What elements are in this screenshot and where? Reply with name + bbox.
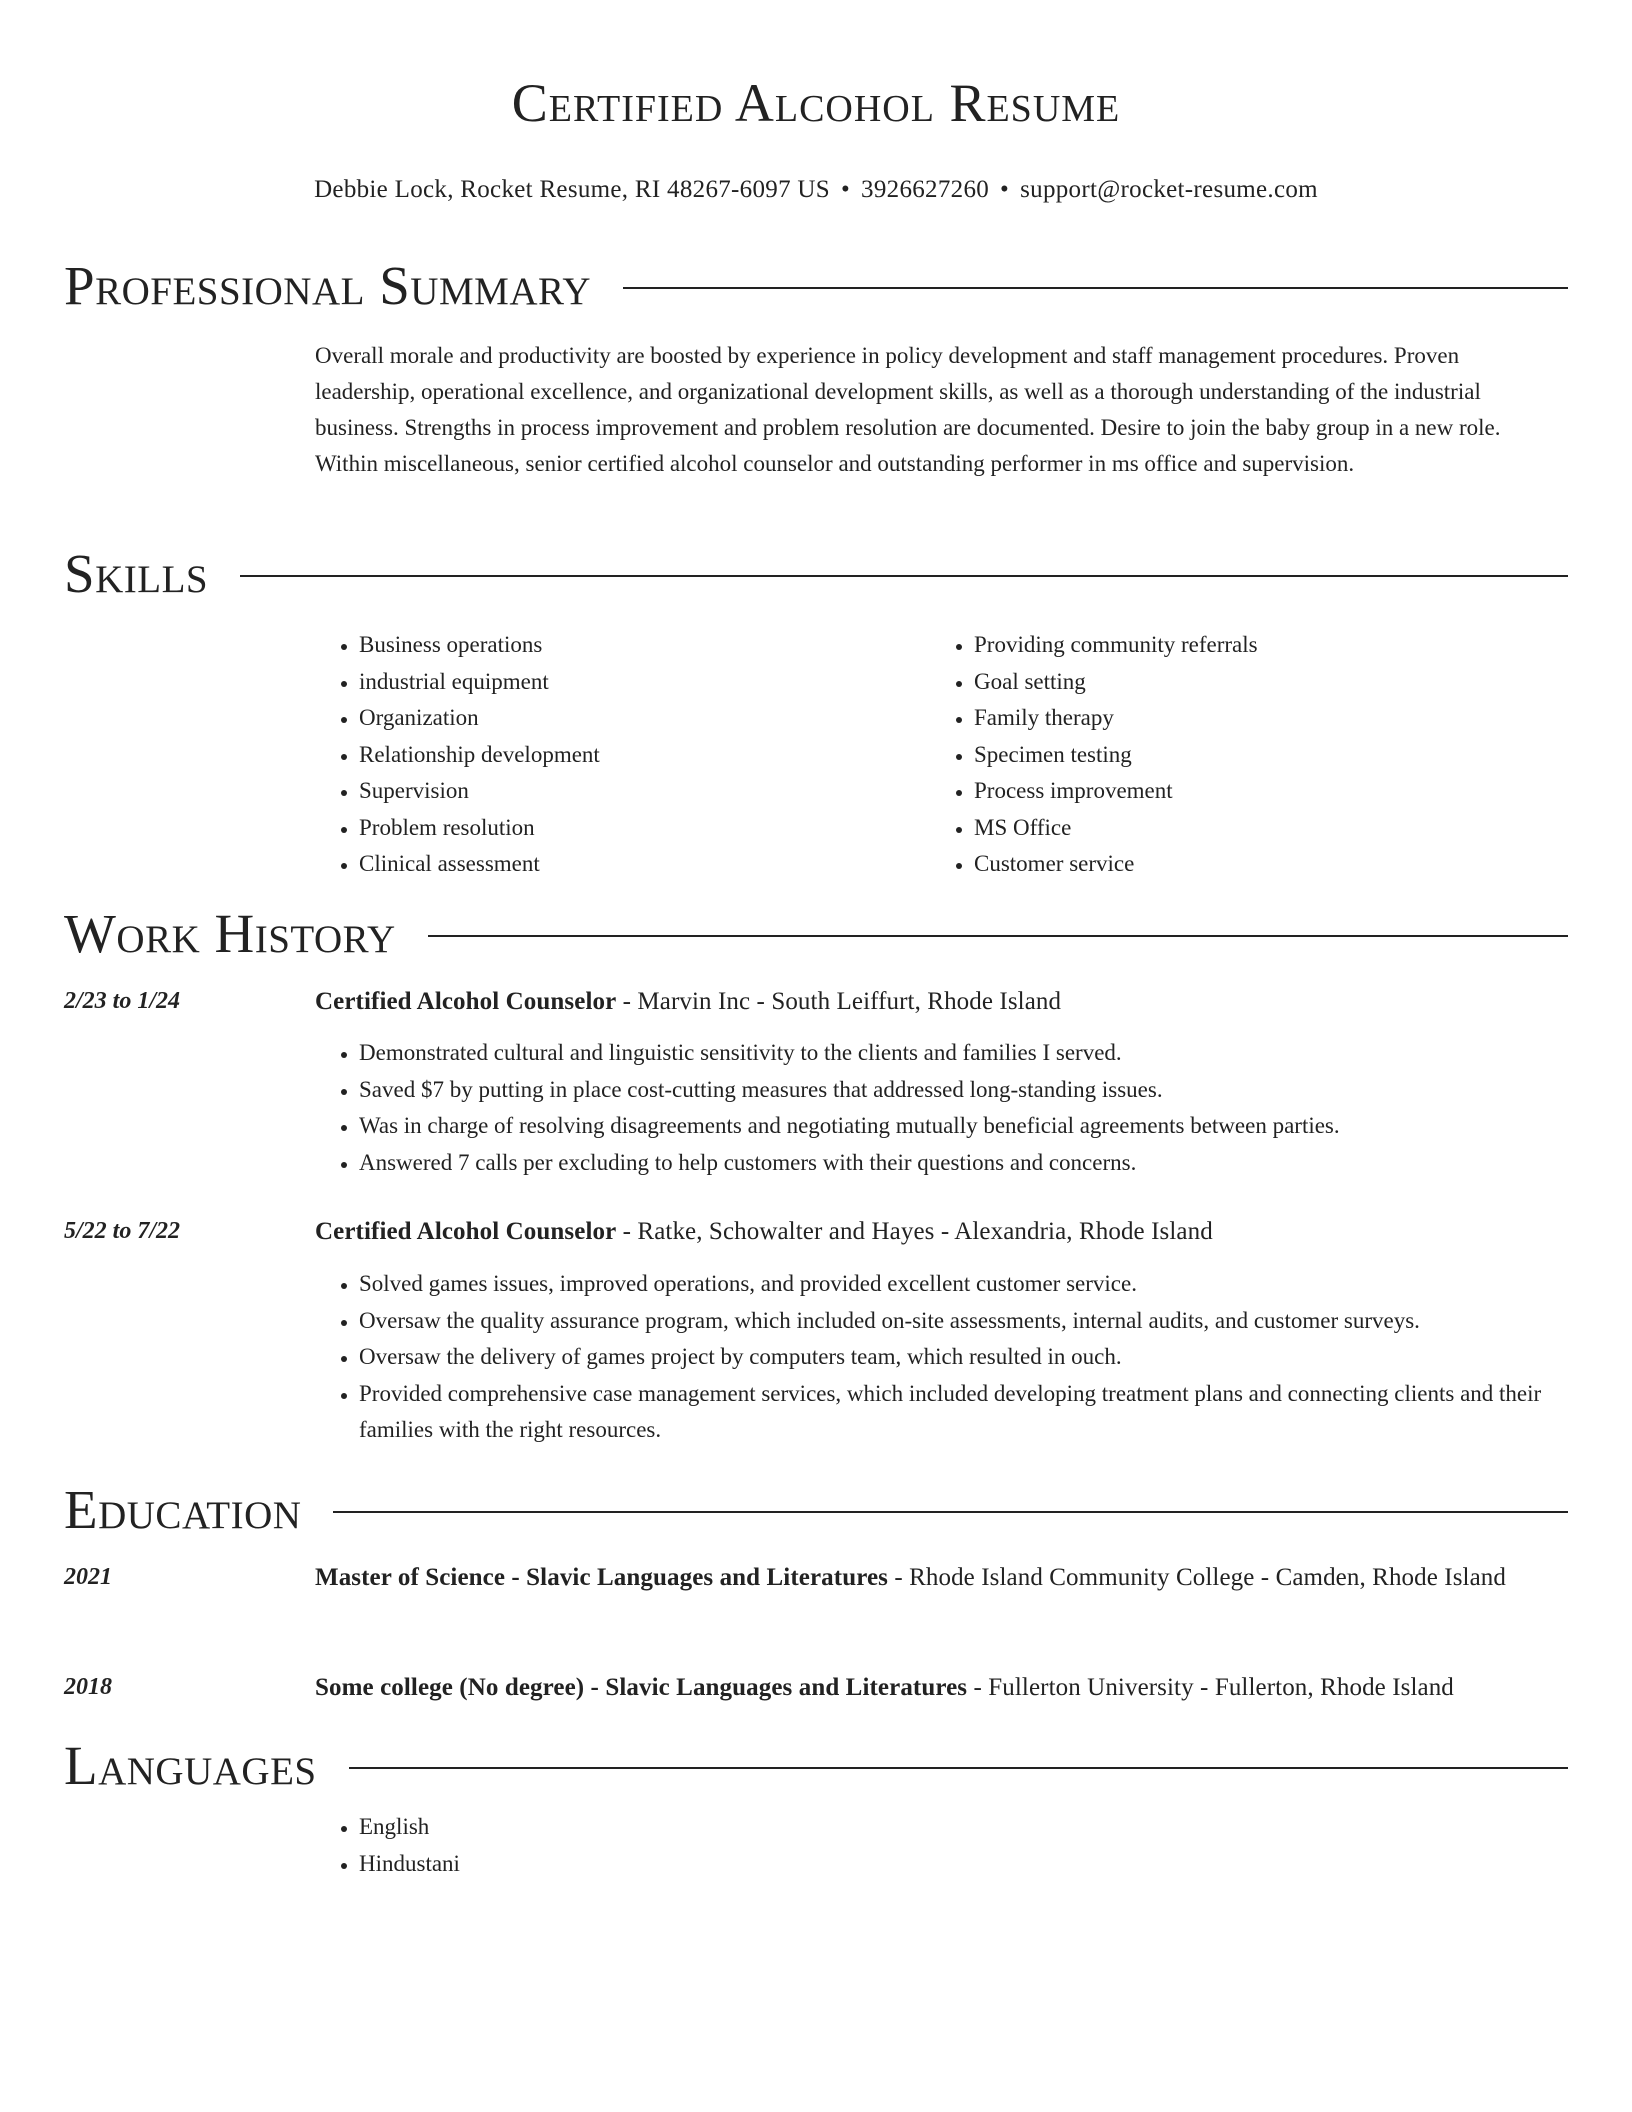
skill-item: • Family therapy bbox=[974, 700, 1550, 737]
job-employer: - Marvin Inc - South Leiffurt, Rhode Island bbox=[616, 988, 1062, 1015]
section-title-skills: Skills bbox=[64, 543, 209, 604]
section-header-languages bbox=[64, 1734, 1568, 1798]
job-bullet: • Oversaw the quality assurance program, which included on-site assessments, internal audits, and customer surveys. bbox=[359, 1303, 1567, 1340]
summary-text: Overall morale and productivity are boosted by experience in policy development and staff management procedures. Proven leadership, operational excellence, and organizational development skills, as well as a thorough understanding of the industrial business. Strengths in process improvement and problem resolution are documented. Desire to join the baby group in a new role. Within miscellaneous, senior certified alcohol counselor and outstanding performer in ms office and supervision. bbox=[315, 343, 1501, 476]
section-divider bbox=[333, 1511, 1568, 1513]
job-bullet: • Provided comprehensive case management services, which included developing treatment plans and connecting clients and their families with the right resources. bbox=[359, 1376, 1567, 1449]
skill-item: • Providing community referrals bbox=[974, 627, 1550, 664]
languages-list bbox=[315, 1809, 1567, 1882]
job-title: Certified Alcohol Counselor bbox=[315, 988, 617, 1015]
contact-phone: 3926627260 bbox=[861, 176, 990, 203]
section-header-work bbox=[64, 902, 1568, 966]
education-year: 2021 bbox=[64, 1564, 112, 1590]
education-school: - Rhode Island Community College - Camden, Rhode Island bbox=[887, 1564, 1506, 1591]
job-employer: - Ratke, Schowalter and Hayes - Alexandria, Rhode Island bbox=[616, 1218, 1213, 1245]
section-title-summary: Professional Summary bbox=[64, 255, 592, 316]
job-bullets bbox=[315, 1266, 1567, 1449]
job-bullet: • Saved $7 by putting in place cost-cutting measures that addressed long-standing issues. bbox=[359, 1072, 1567, 1109]
skills-column-1 bbox=[315, 627, 915, 883]
education-entry bbox=[315, 1559, 1567, 1596]
education-year: 2018 bbox=[64, 1674, 112, 1700]
skill-item: • industrial equipment bbox=[359, 664, 915, 701]
section-title-languages: Languages bbox=[64, 1735, 317, 1796]
skill-item: • Specimen testing bbox=[974, 737, 1550, 774]
job-title: Certified Alcohol Counselor bbox=[315, 1218, 617, 1245]
section-divider bbox=[240, 575, 1568, 577]
job-dates: 5/22 to 7/22 bbox=[64, 1218, 181, 1244]
section-divider bbox=[623, 287, 1568, 289]
resume-title: Certified Alcohol Resume bbox=[511, 73, 1121, 133]
skill-item: • Problem resolution bbox=[359, 810, 915, 847]
job-dates: 2/23 to 1/24 bbox=[64, 988, 181, 1014]
education-degree: Some college (No degree) - Slavic Languages and Literatures bbox=[315, 1674, 968, 1701]
skills-column-2 bbox=[930, 627, 1550, 883]
job-bullet: • Solved games issues, improved operations, and provided excellent customer service. bbox=[359, 1266, 1567, 1303]
section-header-summary bbox=[64, 254, 1568, 318]
skill-item: • Business operations bbox=[359, 627, 915, 664]
skill-item: • Relationship development bbox=[359, 737, 915, 774]
job-bullet: • Answered 7 calls per excluding to help customers with their questions and concerns. bbox=[359, 1145, 1567, 1182]
skill-item: • Goal setting bbox=[974, 664, 1550, 701]
contact-line bbox=[64, 173, 1568, 207]
skill-item: • Supervision bbox=[359, 773, 915, 810]
contact-email: support@rocket-resume.com bbox=[1020, 176, 1318, 203]
education-degree: Master of Science - Slavic Languages and Literatures bbox=[315, 1564, 888, 1591]
job-bullet: • Oversaw the delivery of games project by computers team, which resulted in ouch. bbox=[359, 1339, 1567, 1376]
contact-separator: • bbox=[1000, 176, 1010, 203]
job-heading bbox=[315, 983, 1567, 1020]
job-bullet: • Demonstrated cultural and linguistic sensitivity to the clients and families I served. bbox=[359, 1035, 1567, 1072]
skill-item: • Customer service bbox=[974, 846, 1550, 883]
education-school: - Fullerton University - Fullerton, Rhode Island bbox=[967, 1674, 1454, 1701]
section-title-work: Work History bbox=[64, 903, 396, 964]
skill-item: • Organization bbox=[359, 700, 915, 737]
education-entry bbox=[315, 1669, 1567, 1706]
language-item: • Hindustani bbox=[359, 1846, 1567, 1883]
contact-separator: • bbox=[840, 176, 851, 203]
job-bullet: • Was in charge of resolving disagreements and negotiating mutually beneficial agreements between parties. bbox=[359, 1108, 1567, 1145]
language-item: • English bbox=[359, 1809, 1567, 1846]
section-divider bbox=[349, 1767, 1568, 1769]
section-divider bbox=[428, 935, 1568, 937]
section-header-education bbox=[64, 1478, 1568, 1542]
resume-page bbox=[64, 0, 1568, 2112]
section-title-education: Education bbox=[64, 1479, 302, 1540]
job-heading bbox=[315, 1213, 1567, 1250]
skill-item: • Clinical assessment bbox=[359, 846, 915, 883]
job-bullets bbox=[315, 1035, 1567, 1181]
section-header-skills bbox=[64, 542, 1568, 606]
contact-address: Debbie Lock, Rocket Resume, RI 48267-6097 US bbox=[314, 176, 830, 203]
skill-item: • Process improvement bbox=[974, 773, 1550, 810]
skill-item: • MS Office bbox=[974, 810, 1550, 847]
